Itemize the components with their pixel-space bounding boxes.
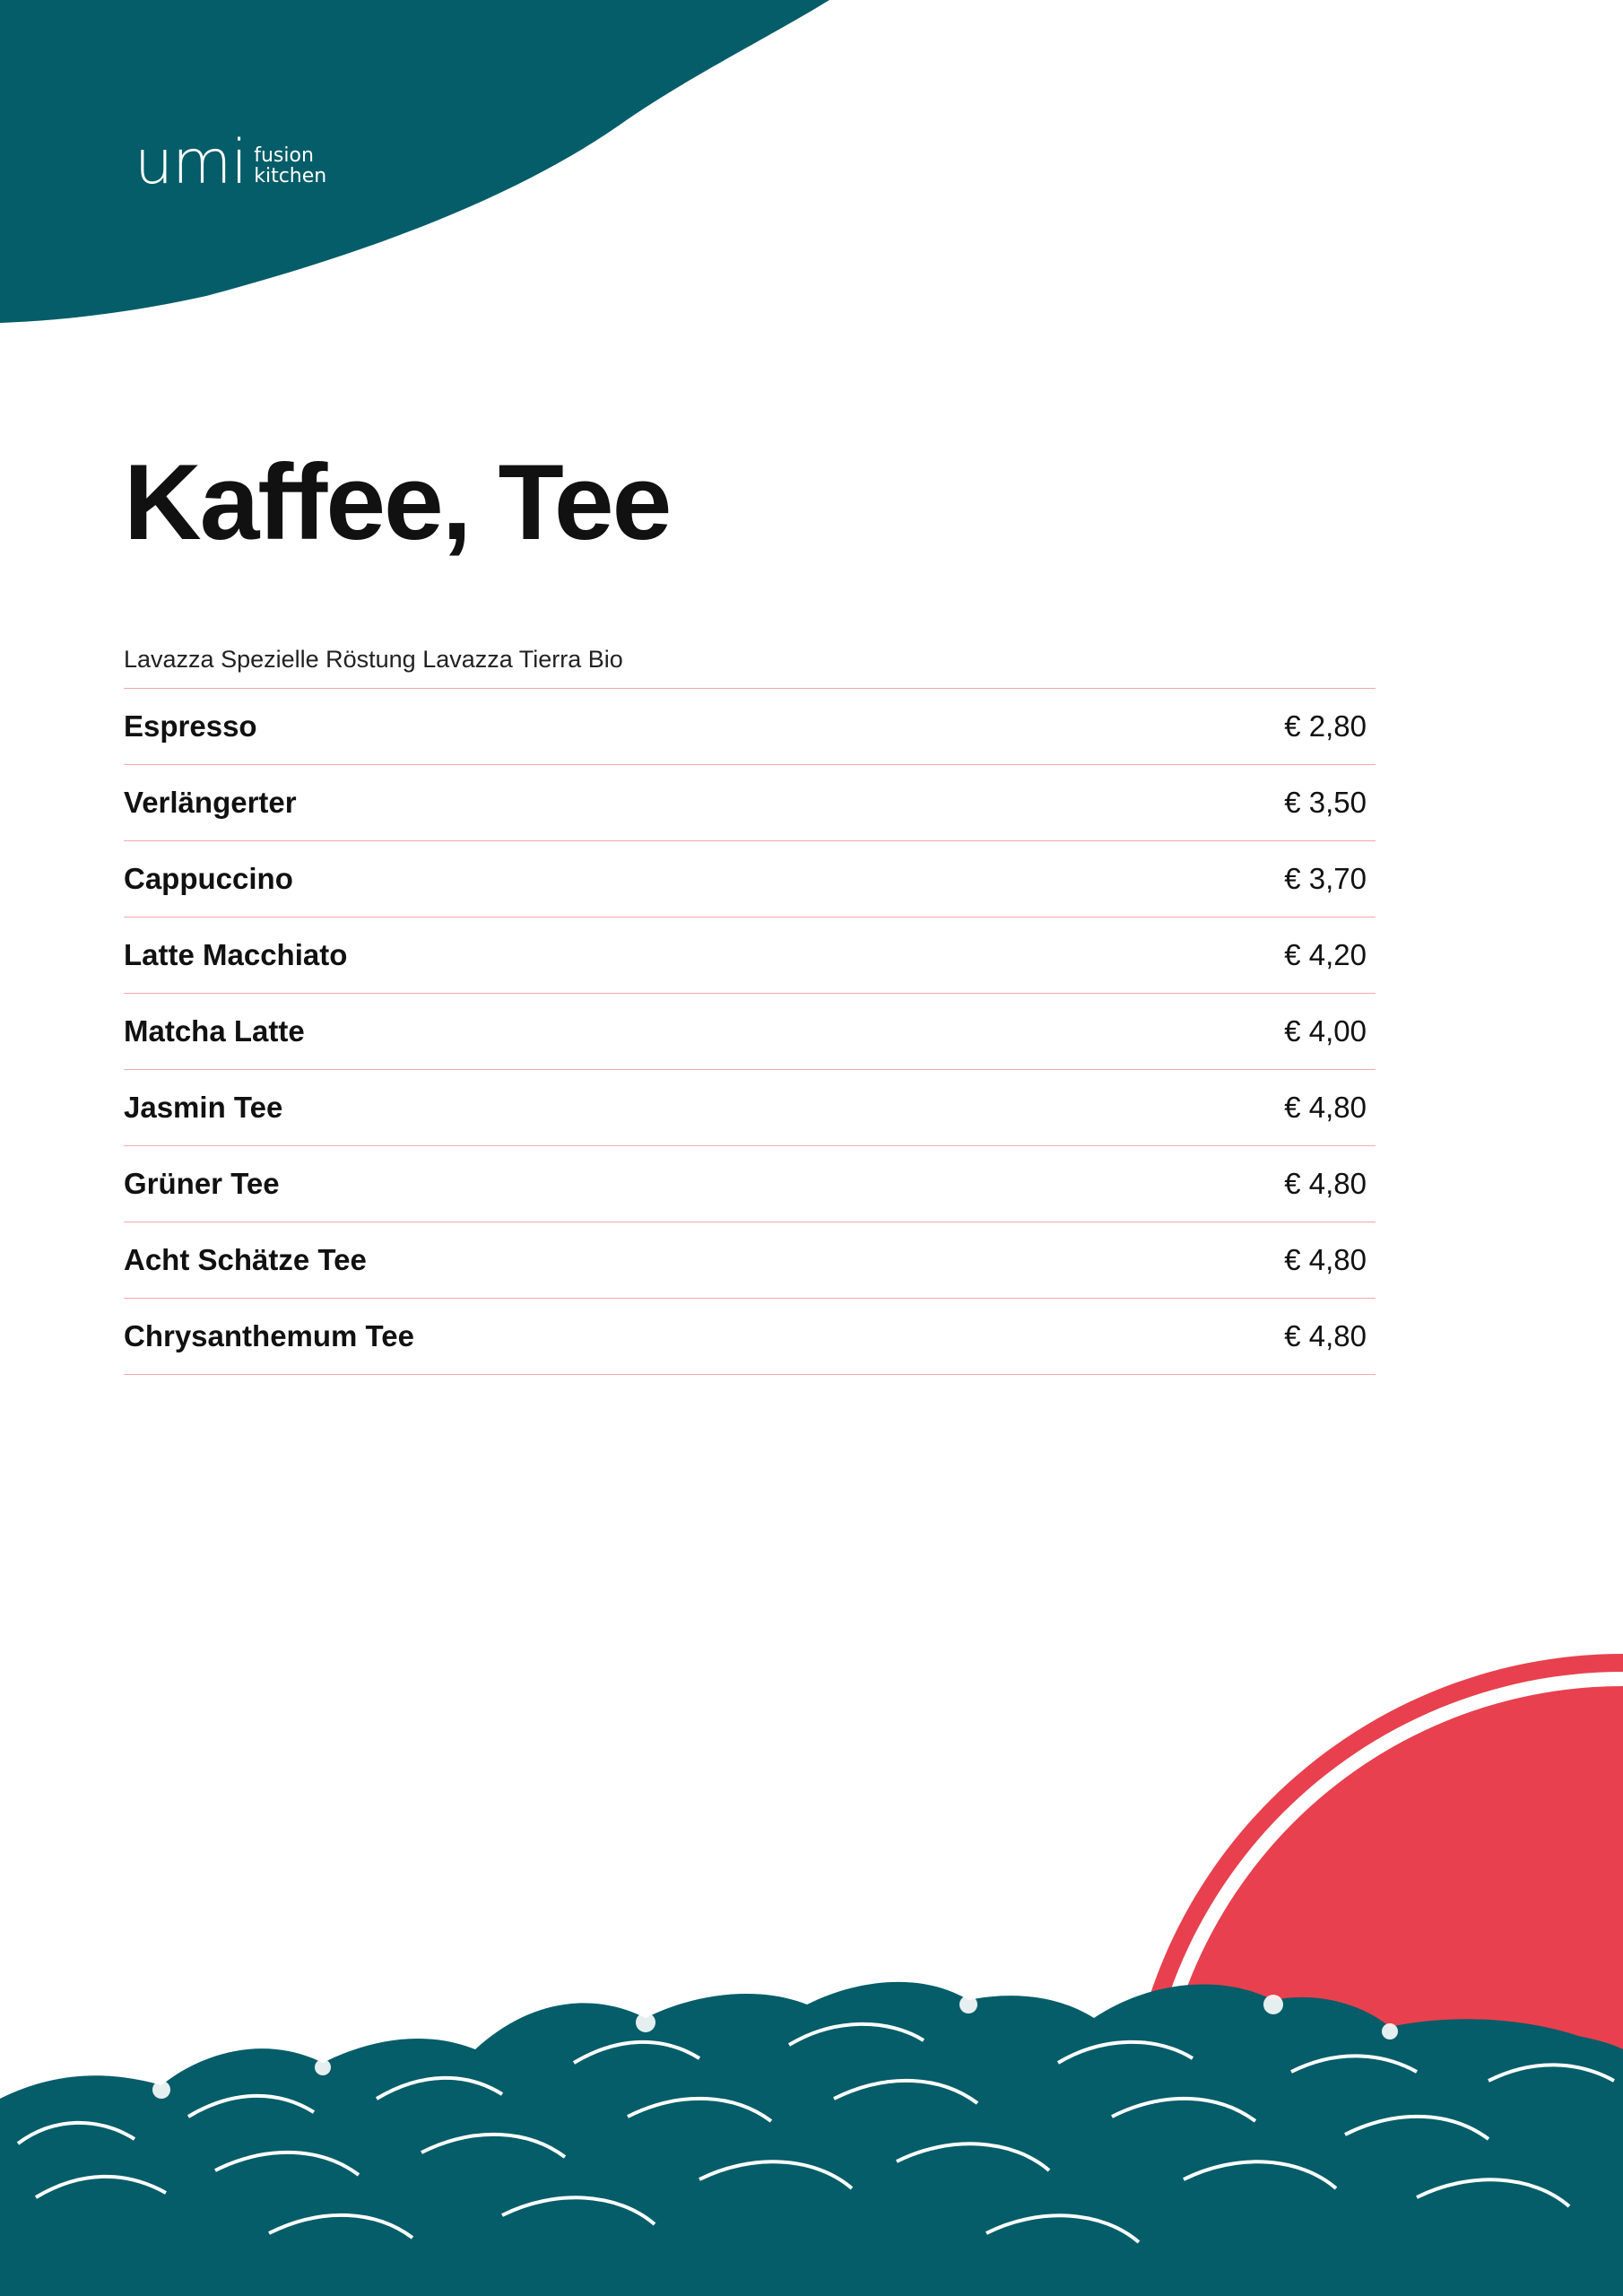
menu-item bbox=[124, 1299, 1376, 1375]
waves-illustration bbox=[0, 1964, 1623, 2296]
item-price: € 4,80 bbox=[1284, 1319, 1367, 1352]
logo-mark: umi bbox=[135, 127, 247, 198]
item-price: € 4,80 bbox=[1284, 1167, 1367, 1200]
logo-line-fusion: fusion bbox=[254, 144, 314, 167]
item-price: € 4,00 bbox=[1284, 1014, 1367, 1048]
item-name: Latte Macchiato bbox=[124, 938, 348, 971]
menu-item bbox=[124, 994, 1376, 1070]
menu-subtitle: Lavazza Spezielle Röstung Lavazza Tierra Bio bbox=[124, 648, 1376, 689]
item-name: Chrysanthemum Tee bbox=[124, 1319, 414, 1352]
item-name: Cappuccino bbox=[124, 862, 293, 895]
menu-item bbox=[124, 1146, 1376, 1222]
menu-item bbox=[124, 1070, 1376, 1146]
item-name: Grüner Tee bbox=[124, 1167, 280, 1200]
menu-title: Kaffee, Tee bbox=[124, 442, 671, 562]
menu-item bbox=[124, 689, 1376, 765]
menu-item bbox=[124, 765, 1376, 841]
item-price: € 2,80 bbox=[1284, 709, 1367, 743]
item-name: Verlängerter bbox=[124, 786, 297, 819]
item-price: € 3,70 bbox=[1284, 862, 1367, 895]
item-name: Jasmin Tee bbox=[124, 1091, 283, 1124]
menu-item bbox=[124, 918, 1376, 994]
item-name: Espresso bbox=[124, 709, 257, 743]
item-price: € 4,20 bbox=[1284, 938, 1367, 971]
menu-item bbox=[124, 841, 1376, 918]
item-price: € 4,80 bbox=[1284, 1243, 1367, 1276]
item-name: Matcha Latte bbox=[124, 1014, 305, 1048]
item-price: € 3,50 bbox=[1284, 786, 1367, 819]
menu-section bbox=[124, 442, 1376, 1375]
logo-line-kitchen: kitchen bbox=[254, 165, 327, 187]
menu-list bbox=[124, 689, 1376, 1375]
item-price: € 4,80 bbox=[1284, 1091, 1367, 1124]
item-name: Acht Schätze Tee bbox=[124, 1243, 367, 1276]
menu-item bbox=[124, 1222, 1376, 1299]
